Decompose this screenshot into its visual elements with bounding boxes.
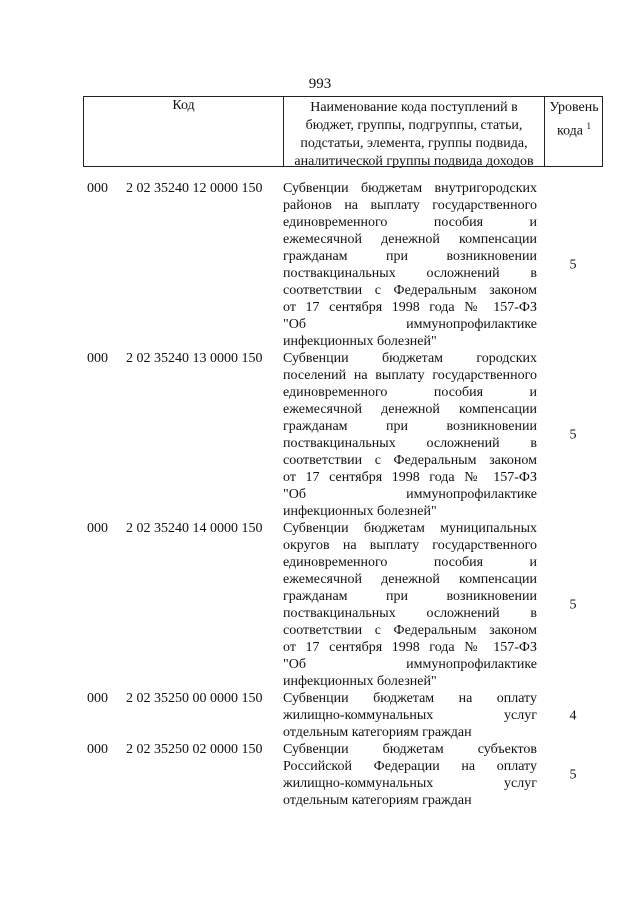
income-name-line: инфекционных болезней" (283, 504, 437, 519)
income-code: 2 02 35250 00 0000 150 (126, 691, 263, 706)
header-level-line1: Уровень (549, 100, 599, 115)
income-name-line: Субвенции бюджетам субъектов (283, 742, 537, 757)
income-name-line: гражданам при возникновении (283, 249, 537, 264)
code-level: 5 (569, 597, 577, 613)
income-name-line: от 17 сентября 1998 года № 157-ФЗ (283, 470, 537, 485)
income-name-line: "Об иммунопрофилактике (283, 317, 537, 332)
table-row (83, 520, 603, 690)
table-body (83, 180, 603, 809)
income-name-line: Субвенции бюджетам муниципальных (283, 521, 537, 536)
header-level (544, 97, 603, 167)
income-code: 2 02 35250 02 0000 150 (126, 742, 263, 757)
table-row (83, 690, 603, 741)
income-name-line: жилищно-коммунальных услуг (283, 708, 537, 723)
income-name (283, 741, 537, 809)
income-code: 2 02 35240 13 0000 150 (126, 351, 263, 366)
income-name-line: поствакцинальных осложнений в (283, 436, 537, 451)
header-name-line: подстатьи, элемента, группы подвида, (300, 136, 528, 151)
admin-code: 000 (87, 351, 108, 366)
header-level-line2 (545, 117, 603, 141)
admin-code: 000 (87, 691, 108, 706)
income-name-line: соответствии с Федеральным законом (283, 283, 537, 298)
income-name-line: единовременного пособия и (283, 215, 537, 230)
income-name-line: инфекционных болезней" (283, 674, 437, 689)
table-row (83, 741, 603, 809)
code-level: 4 (569, 708, 577, 723)
header-name-line: бюджет, группы, подгруппы, статьи, (305, 118, 523, 133)
footnote-marker: 1 (586, 121, 592, 131)
income-name-line: инфекционных болезней" (283, 334, 437, 349)
income-name-line: округов на выплату государственного (283, 538, 537, 553)
income-name-line: единовременного пособия и (283, 385, 537, 400)
income-name-line: от 17 сентября 1998 года № 157-ФЗ (283, 640, 537, 655)
income-name-line: "Об иммунопрофилактике (283, 657, 537, 672)
income-code: 2 02 35240 14 0000 150 (126, 521, 263, 536)
income-name-line: Субвенции бюджетам внутригородских (283, 181, 537, 196)
income-name-line: жилищно-коммунальных услуг (283, 776, 537, 791)
income-name-line: ежемесячной денежной компенсации (283, 232, 537, 247)
income-name (283, 180, 537, 350)
income-name-line: поствакцинальных осложнений в (283, 606, 537, 621)
admin-code: 000 (87, 521, 108, 536)
table-row (83, 350, 603, 520)
income-name (283, 350, 537, 520)
header-name-line: аналитической группы подвида доходов (294, 154, 534, 169)
header-name-line: Наименование кода поступлений в (310, 100, 518, 115)
income-name-line: от 17 сентября 1998 года № 157-ФЗ (283, 300, 537, 315)
table-header (83, 96, 603, 167)
income-name-line: "Об иммунопрофилактике (283, 487, 537, 502)
code-level: 5 (569, 767, 577, 783)
income-name-line: единовременного пособия и (283, 555, 537, 570)
income-name-line: гражданам при возникновении (283, 419, 537, 434)
income-code: 2 02 35240 12 0000 150 (126, 181, 263, 196)
code-level: 5 (569, 257, 577, 273)
income-name-line: Субвенции бюджетам на оплату (283, 691, 537, 706)
table-row (83, 180, 603, 350)
admin-code: 000 (87, 742, 108, 757)
income-name-line: поселений на выплату государственного (283, 368, 537, 383)
income-name-line: гражданам при возникновении (283, 589, 537, 604)
income-name (283, 520, 537, 690)
income-name-line: Российской Федерации на оплату (283, 759, 537, 774)
code-level: 5 (569, 427, 577, 443)
header-level-kod: кода (556, 123, 584, 139)
header-code: Код (172, 98, 195, 113)
income-name-line: поствакцинальных осложнений в (283, 266, 537, 281)
header-name (283, 97, 544, 167)
income-name-line: соответствии с Федеральным законом (283, 623, 537, 638)
income-name-line: Субвенции бюджетам городских (283, 351, 537, 366)
admin-code: 000 (87, 181, 108, 196)
income-name-line: отдельным категориям граждан (283, 725, 472, 740)
income-name-line: соответствии с Федеральным законом (283, 453, 537, 468)
income-name (283, 690, 537, 741)
income-name-line: ежемесячной денежной компенсации (283, 572, 537, 587)
income-name-line: ежемесячной денежной компенсации (283, 402, 537, 417)
income-name-line: районов на выплату государственного (283, 198, 537, 213)
income-name-line: отдельным категориям граждан (283, 793, 472, 808)
page-number: 993 (308, 76, 332, 92)
header-divider (84, 166, 602, 167)
